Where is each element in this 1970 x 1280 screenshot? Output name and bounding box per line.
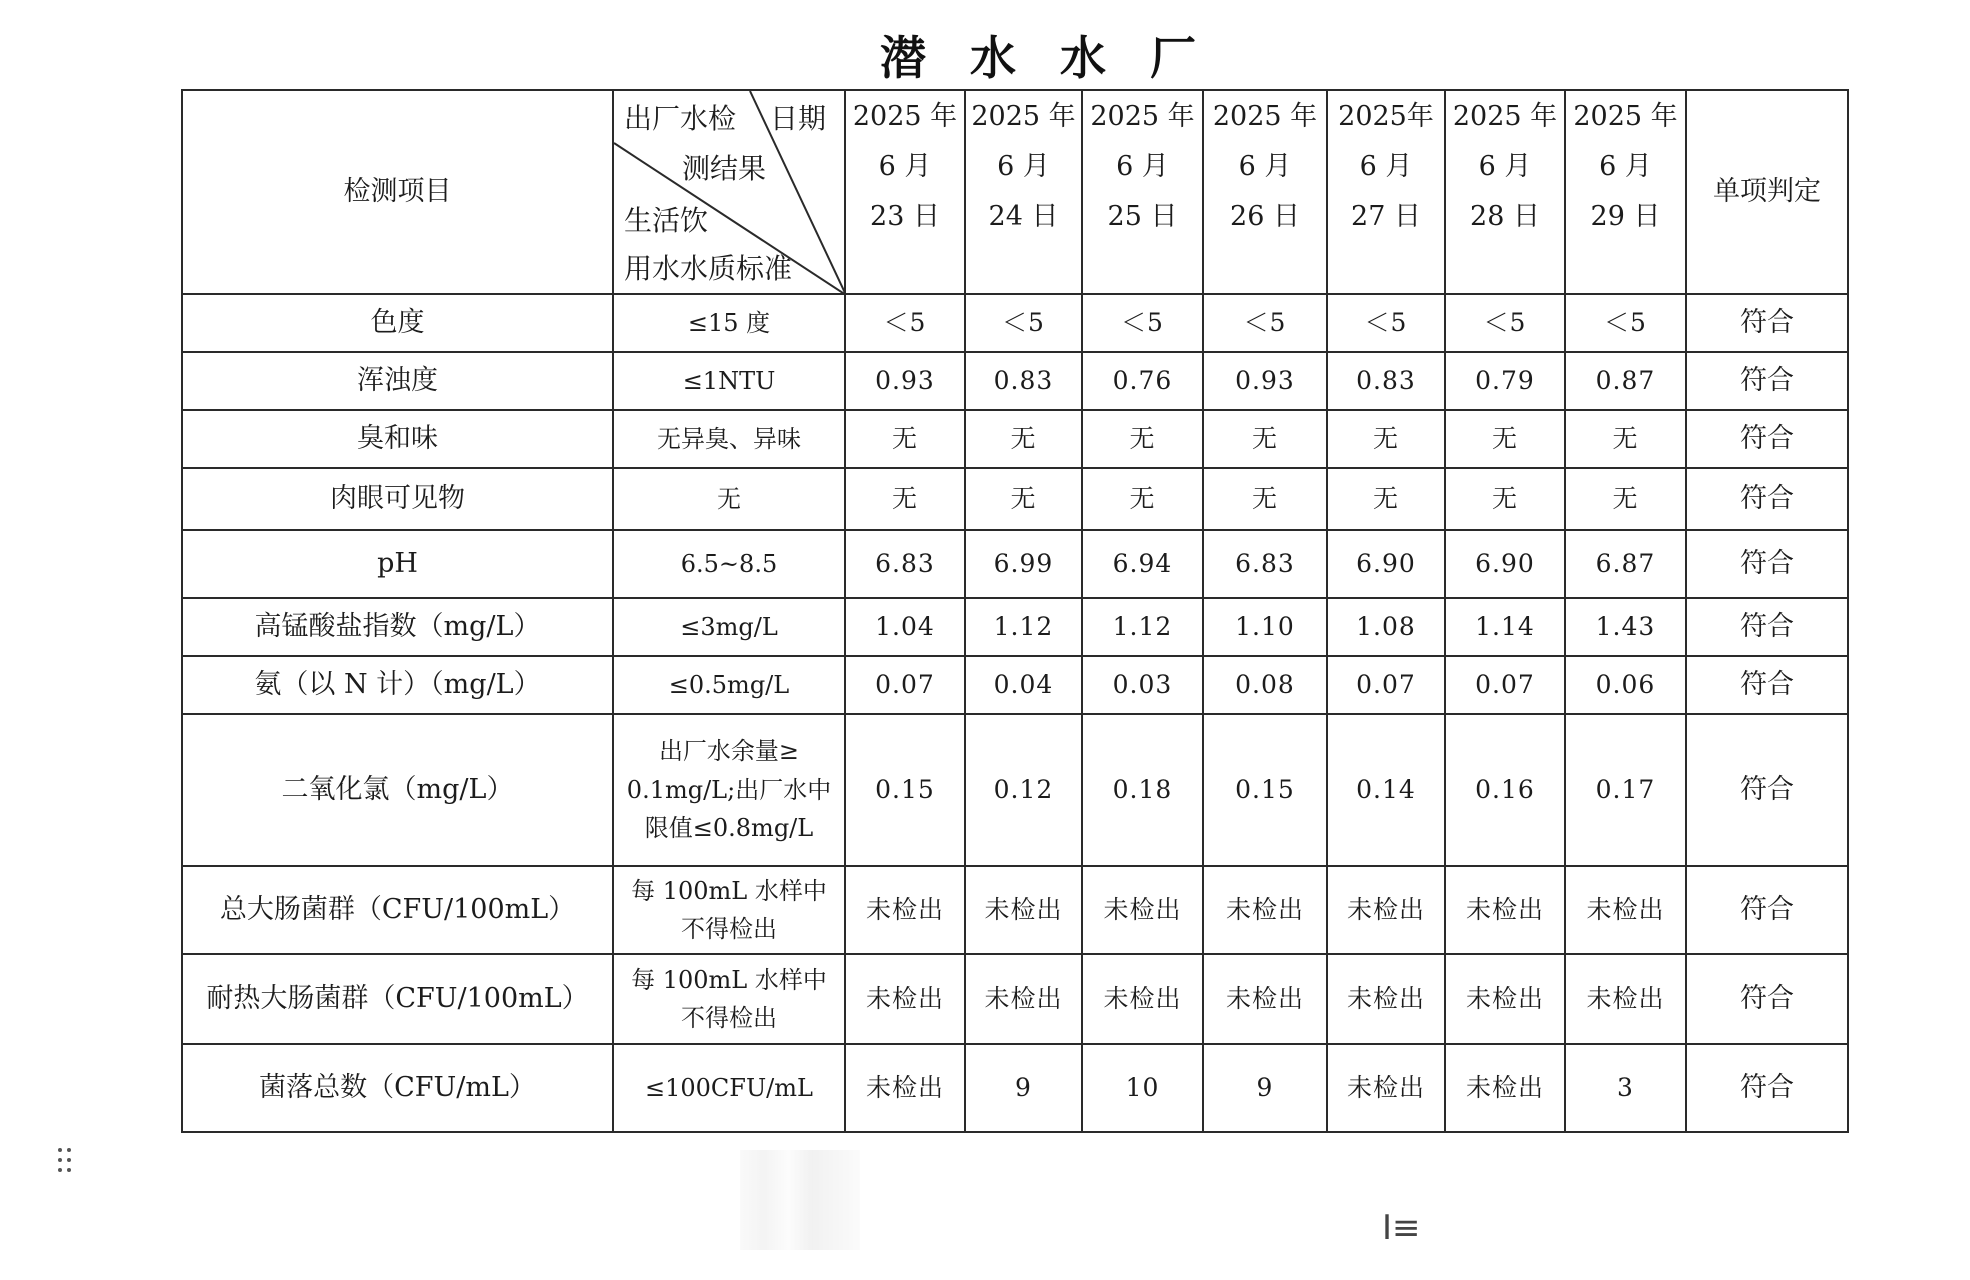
row-value: 未检出 [1082,954,1203,1044]
diagonal-top-left: 出厂水检 [624,102,737,135]
row-value: 6.90 [1445,530,1565,598]
row-item: 肉眼可见物 [182,468,613,530]
row-item: 氨（以 N 计）（mg/L） [182,656,613,714]
row-standard: ≤15 度 [613,294,845,352]
row-value: 未检出 [845,866,965,954]
header-row [182,90,1848,294]
row-value: 1.12 [965,598,1082,656]
row-value: 0.12 [965,714,1082,866]
row-value: 0.17 [1565,714,1686,866]
row-value: 无 [1327,410,1445,468]
row-value: 无 [965,410,1082,468]
date-header: 2025 年 6 月 25 日 [1082,90,1203,294]
row-value: 1.08 [1327,598,1445,656]
row-standard: 无异臭、异味 [613,410,845,468]
row-value: 未检出 [1327,1044,1445,1132]
row-value: ＜5 [1445,294,1565,352]
text-cursor-icon: I≡ [1382,1208,1421,1248]
row-value: 0.07 [1327,656,1445,714]
row-value: 3 [1565,1044,1686,1132]
scan-artifact [740,1150,860,1250]
row-value: 0.06 [1565,656,1686,714]
row-value: 无 [1445,410,1565,468]
header-judgement-label: 单项判定 [1686,90,1848,294]
diagonal-bottom-1: 生活饮 [624,204,709,237]
row-value: 0.07 [845,656,965,714]
row-value: 6.87 [1565,530,1686,598]
row-judgement: 符合 [1686,294,1848,352]
row-value: ＜5 [1082,294,1203,352]
row-value: 无 [1203,468,1327,530]
row-item: pH [182,530,613,598]
row-value: 未检出 [965,954,1082,1044]
row-value: 无 [965,468,1082,530]
row-value: 未检出 [1327,866,1445,954]
table-row [182,598,1848,656]
row-item: 高锰酸盐指数（mg/L） [182,598,613,656]
row-value: 0.18 [1082,714,1203,866]
row-value: ＜5 [1327,294,1445,352]
row-value: ＜5 [1203,294,1327,352]
row-value: 未检出 [965,866,1082,954]
table-row [182,1044,1848,1132]
page-title: 潜 水 水 厂 [879,31,1211,85]
row-value: 未检出 [1565,954,1686,1044]
diagonal-middle: 测结果 [682,152,767,185]
row-value: 无 [845,410,965,468]
row-value: 0.07 [1445,656,1565,714]
row-standard: ≤1NTU [613,352,845,410]
row-value: 无 [845,468,965,530]
row-value: 1.12 [1082,598,1203,656]
row-standard: 无 [613,468,845,530]
row-value: 无 [1082,410,1203,468]
date-header: 2025年 6 月 27 日 [1327,90,1445,294]
drag-handle-icon[interactable] [58,1148,76,1180]
row-value: 未检出 [1445,954,1565,1044]
table-row [182,656,1848,714]
row-value: 0.15 [1203,714,1327,866]
row-judgement: 符合 [1686,530,1848,598]
row-item: 二氧化氯（mg/L） [182,714,613,866]
table-row [182,866,1848,954]
row-value: 0.16 [1445,714,1565,866]
row-value: ＜5 [1565,294,1686,352]
row-standard: ≤0.5mg/L [613,656,845,714]
row-value: 6.94 [1082,530,1203,598]
header-item-label: 检测项目 [182,90,613,294]
water-quality-table [181,89,1849,1133]
row-judgement: 符合 [1686,656,1848,714]
row-value: 9 [1203,1044,1327,1132]
row-value: 0.76 [1082,352,1203,410]
row-value: 1.14 [1445,598,1565,656]
row-value: 未检出 [1082,866,1203,954]
row-standard: 出厂水余量≥ 0.1mg/L;出厂水中 限值≤0.8mg/L [613,714,845,866]
table-row [182,352,1848,410]
row-judgement: 符合 [1686,1044,1848,1132]
row-item: 色度 [182,294,613,352]
row-value: 无 [1445,468,1565,530]
row-standard: 6.5~8.5 [613,530,845,598]
row-item: 菌落总数（CFU/mL） [182,1044,613,1132]
row-value: 无 [1565,410,1686,468]
row-value: 0.04 [965,656,1082,714]
diagonal-top-right: 日期 [770,102,827,135]
date-header: 2025 年 6 月 28 日 [1445,90,1565,294]
table-row [182,294,1848,352]
row-item: 臭和味 [182,410,613,468]
row-value: 0.08 [1203,656,1327,714]
row-standard: ≤100CFU/mL [613,1044,845,1132]
row-value: 6.90 [1327,530,1445,598]
row-judgement: 符合 [1686,866,1848,954]
row-judgement: 符合 [1686,352,1848,410]
row-value: 0.83 [965,352,1082,410]
row-value: ＜5 [965,294,1082,352]
row-judgement: 符合 [1686,468,1848,530]
row-standard: 每 100mL 水样中 不得检出 [613,954,845,1044]
row-value: 0.93 [845,352,965,410]
table-row [182,530,1848,598]
row-judgement: 符合 [1686,714,1848,866]
row-value: 0.83 [1327,352,1445,410]
row-value: 9 [965,1044,1082,1132]
row-value: 6.99 [965,530,1082,598]
diagonal-bottom-2: 用水水质标准 [624,252,793,285]
row-value: 无 [1203,410,1327,468]
row-value: 无 [1565,468,1686,530]
row-value: 6.83 [1203,530,1327,598]
row-value: 无 [1327,468,1445,530]
row-value: 0.14 [1327,714,1445,866]
table-row [182,954,1848,1044]
row-item: 耐热大肠菌群（CFU/100mL） [182,954,613,1044]
row-judgement: 符合 [1686,410,1848,468]
row-value: 未检出 [1203,866,1327,954]
row-value: 1.10 [1203,598,1327,656]
row-value: 6.83 [845,530,965,598]
row-value: 未检出 [1445,1044,1565,1132]
table-row [182,468,1848,530]
header-diagonal-cell [613,90,845,294]
row-value: 未检出 [1203,954,1327,1044]
date-header: 2025 年 6 月 26 日 [1203,90,1327,294]
table-row [182,714,1848,866]
row-judgement: 符合 [1686,954,1848,1044]
row-value: ＜5 [845,294,965,352]
row-value: 0.15 [845,714,965,866]
row-value: 未检出 [1327,954,1445,1044]
row-standard: ≤3mg/L [613,598,845,656]
row-value: 未检出 [1565,866,1686,954]
row-value: 0.87 [1565,352,1686,410]
date-header: 2025 年 6 月 23 日 [845,90,965,294]
row-value: 未检出 [845,954,965,1044]
row-value: 10 [1082,1044,1203,1132]
row-item: 总大肠菌群（CFU/100mL） [182,866,613,954]
row-value: 1.04 [845,598,965,656]
row-value: 0.03 [1082,656,1203,714]
table-row [182,410,1848,468]
row-judgement: 符合 [1686,598,1848,656]
row-standard: 每 100mL 水样中 不得检出 [613,866,845,954]
row-value: 0.79 [1445,352,1565,410]
row-value: 无 [1082,468,1203,530]
date-header: 2025 年 6 月 29 日 [1565,90,1686,294]
row-value: 未检出 [845,1044,965,1132]
row-value: 0.93 [1203,352,1327,410]
row-item: 浑浊度 [182,352,613,410]
date-header: 2025 年 6 月 24 日 [965,90,1082,294]
row-value: 1.43 [1565,598,1686,656]
row-value: 未检出 [1445,866,1565,954]
